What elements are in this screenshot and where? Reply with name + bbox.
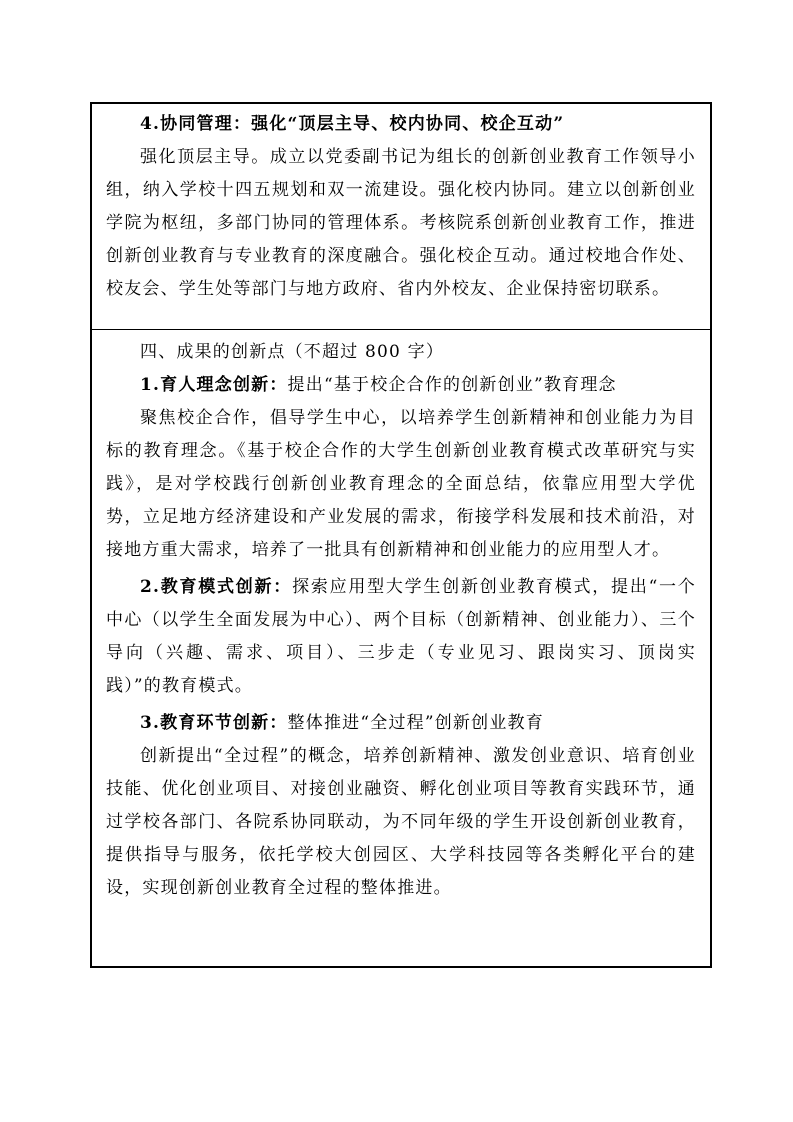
item-1-paragraph: 聚焦校企合作，倡导学生中心，以培养学生创新精神和创业能力为目标的教育理念。《基于校企合作的大学生创新创业教育模式改革研究与实践》，是对学校践行创新创业教育理念的全面总结，依靠应用型大学优势，立足地方经济建设和产业发展的需求，衔接学科发展和技术前沿，对接地方重大需求，培养了一批具有创新精神和创业能力的应用型人才。 bbox=[106, 408, 696, 560]
item-1-label-rest: 提出“基于校企合作的创新创业”教育理念 bbox=[287, 375, 617, 395]
management-heading: 4.协同管理：强化“顶层主导、校内协同、校企互动” bbox=[140, 114, 565, 134]
management-cell bbox=[106, 108, 696, 306]
management-paragraph: 强化顶层主导。成立以党委副书记为组长的创新创业教育工作领导小组，纳入学校十四五规划和双一流建设。强化校内协同。建立以创新创业学院为枢纽，多部门协同的管理体系。考核院系创新创业教育工作，推进创新创业教育与专业教育的深度融合。强化校企互动。通过校地合作处、校友会、学生处等部门与地方政府、省内外校友、企业保持密切联系。 bbox=[106, 147, 696, 299]
item-2-label-rest: 探索应用型大学生创新创业教育模式，提出“一个中心（以学生全面发展为中心）、两个目标（创新精神、创业能力）、三个导向（兴趣、需求、项目）、三步走（专业见习、跟岗实习、顶岗实践）”的教育模式。 bbox=[106, 577, 696, 696]
table-row-divider bbox=[92, 329, 710, 330]
item-2-label: 2.教育模式创新： bbox=[140, 577, 293, 597]
item-2-heading bbox=[106, 571, 696, 703]
item-3-label: 3.教育环节创新： bbox=[140, 713, 288, 733]
document-table bbox=[90, 102, 712, 968]
item-1-label: 1.育人理念创新： bbox=[140, 375, 288, 395]
item-3-paragraph: 创新提出“全过程”的概念，培养创新精神、激发创业意识、培育创业技能、优化创业项目、对接创业融资、孵化创业项目等教育实践环节，通过学校各部门、各院系协同联动，为不同年级的学生开设创新创业教育，提供指导与服务，依托学校大创园区、大学科技园等各类孵化平台的建设，实现创新创业教育全过程的整体推进。 bbox=[106, 746, 696, 898]
item-3-heading bbox=[106, 707, 696, 740]
item-1-heading bbox=[106, 369, 696, 402]
innovation-cell bbox=[106, 336, 696, 905]
item-3-label-rest: 整体推进“全过程”创新创业教育 bbox=[287, 713, 544, 733]
innovation-section-title: 四、成果的创新点（不超过 800 字） bbox=[140, 342, 445, 362]
